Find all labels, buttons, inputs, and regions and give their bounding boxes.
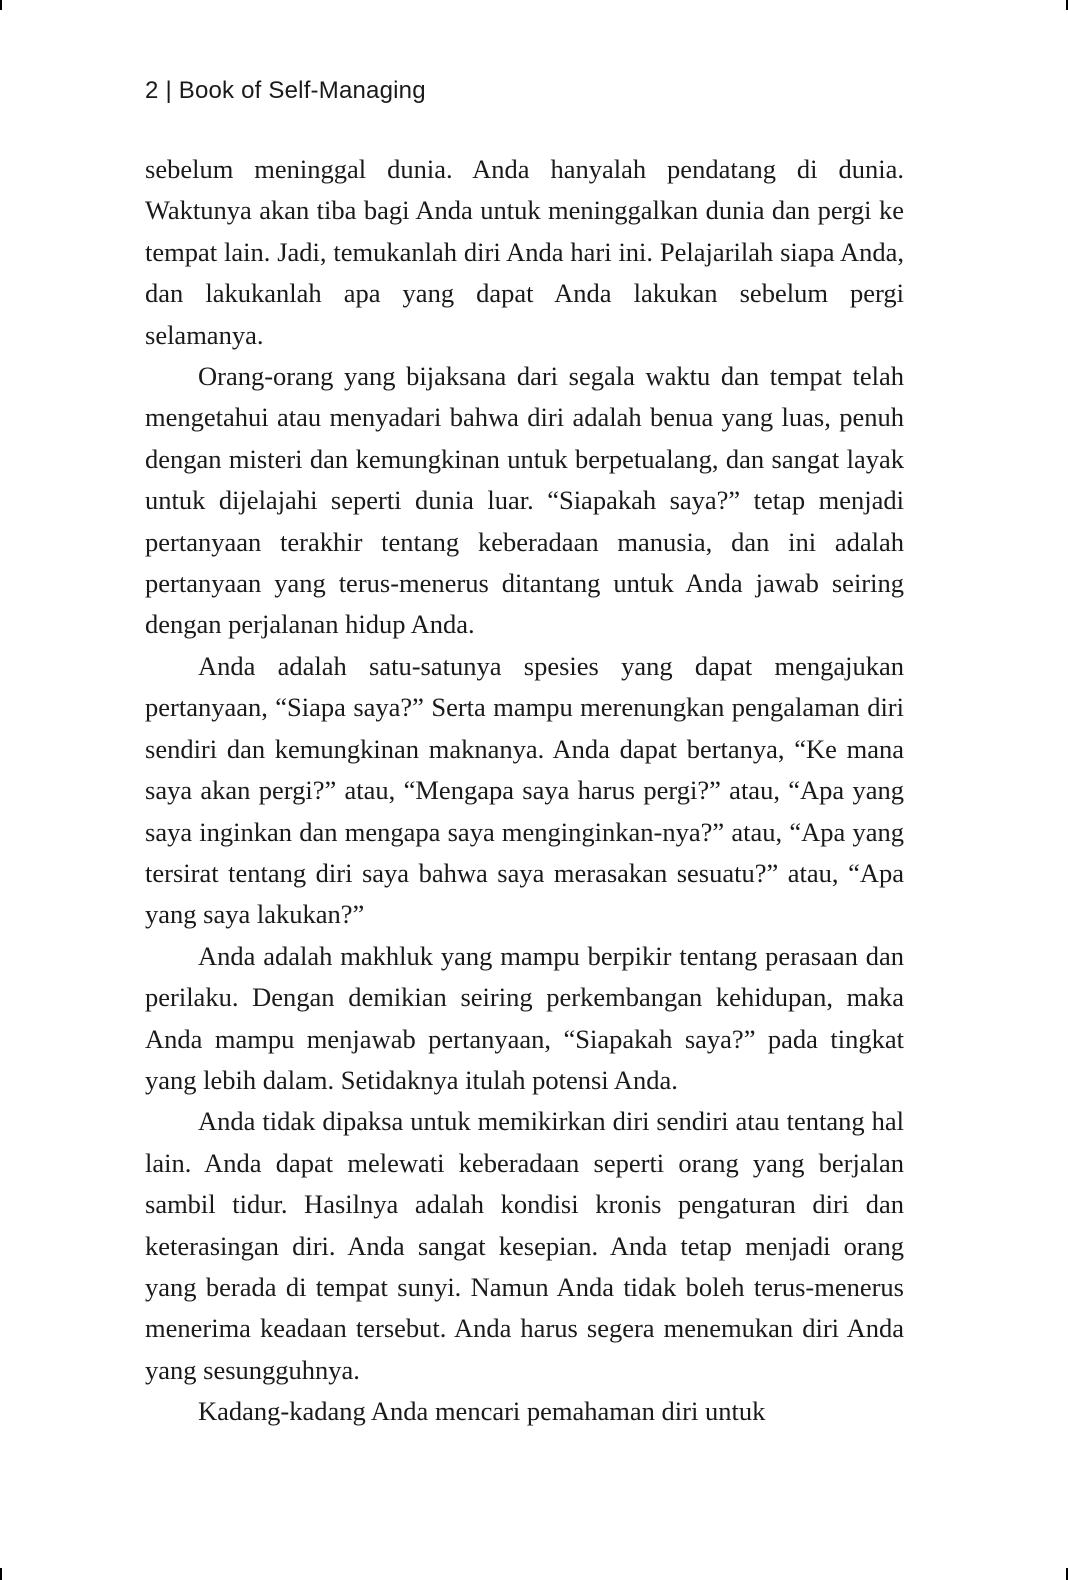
paragraph-continues: Kadang-kadang Anda mencari pemahaman diri untuk bbox=[198, 1396, 766, 1427]
paragraph: Anda tidak dipaksa untuk memikirkan diri sendiri atau tentang hal lain. Anda dapat melewati keberadaan seperti orang yang berjalan sambil tidur. Hasilnya adalah kondisi kronis pengaturan diri dan keterasingan diri. Anda sangat kesepian. Anda tetap menjadi orang yang berada di tempat sunyi. Namun Anda tidak boleh terus-menerus menerima keadaan tersebut. Anda harus segera menemukan diri Anda yang sesungguhnya. bbox=[145, 1106, 904, 1385]
paragraph: Anda adalah satu-satunya spesies yang dapat mengajukan pertanyaan, “Siapa saya?” Serta mampu merenungkan pengalaman diri sendiri dan kemungkinan maknanya. Anda dapat bertanya, “Ke mana saya akan pergi?” atau, “Mengapa saya harus pergi?” atau, “Apa yang saya inginkan dan mengapa saya menginginkan-nya?” atau, “Apa yang tersirat tentang diri saya bahwa saya merasakan sesuatu?” atau, “Apa yang saya lakukan?” bbox=[145, 650, 904, 930]
crop-mark-top-left bbox=[0, 0, 2, 10]
page-body bbox=[145, 149, 904, 1433]
page-number: 2 bbox=[145, 77, 159, 104]
crop-mark-bottom-left bbox=[0, 1568, 2, 1580]
book-title: Book of Self-Managing bbox=[178, 77, 426, 104]
header-separator: | bbox=[165, 77, 172, 104]
running-header bbox=[145, 77, 426, 105]
paragraph: Orang-orang yang bijaksana dari segala waktu dan tempat telah mengetahui atau menyadari bahwa diri adalah benua yang luas, penuh dengan misteri dan kemungkinan untuk berpetualang, dan sangat layak untuk dijelajahi seperti dunia luar. “Siapakah saya?” tetap menjadi pertanyaan terakhir tentang keberadaan manusia, dan ini adalah pertanyaan yang terus-menerus ditantang untuk Anda jawab seiring dengan perjalanan hidup Anda. bbox=[145, 361, 904, 640]
paragraph-continued: sebelum meninggal dunia. Anda hanyalah pendatang di dunia. Waktunya akan tiba bagi Anda untuk meninggalkan dunia dan pergi ke tempat lain. Jadi, temukanlah diri Anda hari ini. Pelajarilah siapa Anda, dan lakukanlah apa yang dapat Anda lakukan sebelum pergi selamanya. bbox=[145, 154, 904, 350]
paragraph: Anda adalah makhluk yang mampu berpikir tentang perasaan dan perilaku. Dengan demikian seiring perkembangan kehidupan, maka Anda mampu menjawab pertanyaan, “Siapakah saya?” pada tingkat yang lebih dalam. Setidaknya itulah potensi Anda. bbox=[145, 940, 904, 1095]
